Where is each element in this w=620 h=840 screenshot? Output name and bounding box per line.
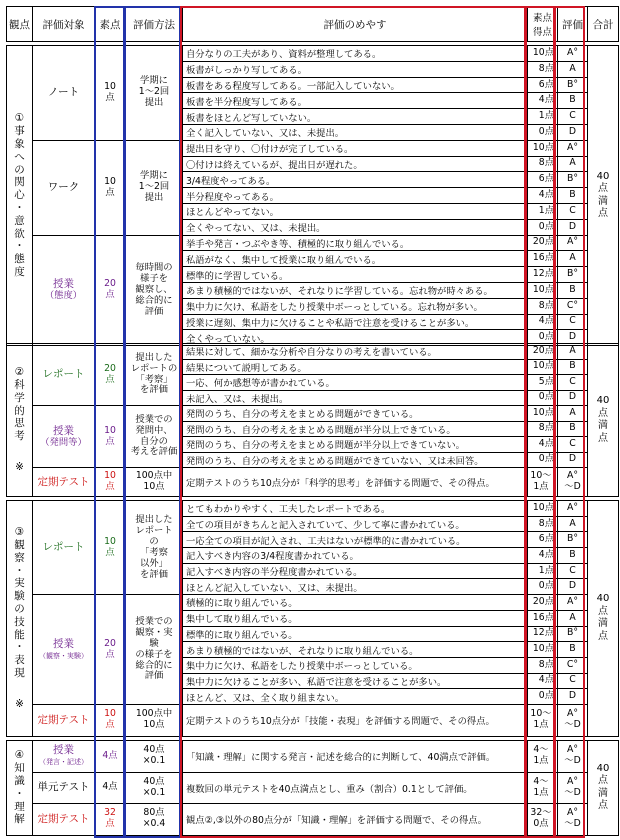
score-cell: 4点 (528, 548, 558, 564)
score-cell: 12点 (528, 626, 558, 642)
kanten-header: 観点 (7, 7, 33, 42)
criteria-cell: 集中力に欠け、私語をしたり授業中ボーっとしている。 (183, 657, 528, 673)
score-cell: 8点 (528, 156, 558, 172)
score-cell: 4点 (528, 437, 558, 453)
criteria-cell: 板書をある程度写してある。一部記入していない。 (183, 77, 528, 93)
score-cell: 4点 (528, 93, 558, 109)
criteria-cell: 授業に遅刻、集中力に欠けることや私語で注意を受けることが多い。 (183, 314, 528, 330)
grade-cell: A° ～D (558, 772, 588, 804)
table-row (7, 704, 619, 736)
houhou-cell: 授業での 発問中、 自分の 考えを評価 (126, 406, 183, 468)
s2-total-cell: 40 点 満 点 (588, 344, 619, 497)
criteria-cell: 集中力に欠けることが多い、私語で注意を受けることが多い。 (183, 673, 528, 689)
criteria-cell: 板書をほとんど写していない。 (183, 109, 528, 125)
score-cell: 32～ 0点 (528, 804, 558, 836)
kanten-char: 現 (14, 667, 25, 680)
s1-total-cell: 40 点 満 点 (588, 46, 619, 346)
score-cell: 4～ 1点 (528, 772, 558, 804)
s1-kanten-label (7, 46, 33, 346)
taisho-sub: （発言・記述） (39, 758, 88, 767)
grade-cell: A° ～D (558, 468, 588, 497)
table-row (7, 235, 619, 251)
criteria-cell: 発問のうち、自分の考えをまとめる問題が半分以上できている。 (183, 421, 528, 437)
grade-cell: D (558, 330, 588, 346)
criteria-cell: 発問のうち、自分の考えをまとめる問題ができていない、又は未回答。 (183, 452, 528, 468)
tensu-cell: 10 点 (95, 501, 126, 595)
score-cell: 1点 (528, 109, 558, 125)
tensu-cell: 20 点 (95, 595, 126, 705)
grade-cell: A (558, 406, 588, 422)
tensu-cell: 10 点 (95, 140, 126, 235)
criteria-cell: 積極的に取り組んでいる。 (183, 595, 528, 611)
kanten-char: 表 (14, 654, 25, 667)
grade-cell: C° (558, 298, 588, 314)
score-cell: 12点 (528, 267, 558, 283)
score-cell: 10点 (528, 282, 558, 298)
grade-cell: B (558, 548, 588, 564)
s4-marker: ④ (14, 749, 25, 762)
grade-cell: B (558, 421, 588, 437)
kanten-char: ・ (14, 787, 25, 800)
taisho-cell (33, 772, 95, 804)
criteria-cell: 記入すべき内容の3/4程度書かれている。 (183, 548, 528, 564)
gokei-header: 合計 (588, 7, 619, 42)
grade-cell: B° (558, 626, 588, 642)
table-row (7, 501, 619, 517)
score-cell: 16点 (528, 610, 558, 626)
taisho-cell (33, 704, 95, 736)
taisho-sub: （観察・実験） (39, 651, 88, 660)
score-cell: 0点 (528, 124, 558, 140)
grade-cell: C (558, 314, 588, 330)
criteria-cell: 板書がしっかり写してある。 (183, 61, 528, 77)
criteria-cell: 「知識・理解」に関する発言・記述を総合的に判断して、40満点で評価。 (183, 741, 528, 773)
criteria-cell: 全くやっていない。 (183, 330, 528, 346)
kanten-char: 識 (14, 774, 25, 787)
criteria-cell: 自分なりの工夫があり、資料が整理してある。 (183, 46, 528, 62)
houhou-cell: 学期に 1～2回 提出 (126, 140, 183, 235)
tensu-cell: 20 点 (95, 344, 126, 406)
score-cell: 10点 (528, 140, 558, 156)
score-cell: 4点 (528, 314, 558, 330)
grade-cell: A° (558, 140, 588, 156)
taisho-cell (33, 804, 95, 836)
criteria-cell: 複数回の単元テストを40点満点とし、重み（割合）0.1として評価。 (183, 772, 528, 804)
s3-kanten-label (7, 501, 33, 737)
tensu-cell: 20 点 (95, 235, 126, 346)
score-cell: 4点 (528, 673, 558, 689)
grade-cell: A° (558, 46, 588, 62)
grade-cell: B (558, 93, 588, 109)
score-cell: 1点 (528, 563, 558, 579)
score-cell: 20点 (528, 344, 558, 360)
kanten-char: ・ (14, 201, 25, 214)
grade-cell: A (558, 156, 588, 172)
taisho-name: ワーク (47, 181, 80, 194)
score-cell: 1点 (528, 203, 558, 219)
criteria-cell: 集中力に欠け、私語をしたり授業中ボーっとしている。忘れ物が多い。 (183, 298, 528, 314)
houhou-cell: 40点 ×0.1 (126, 772, 183, 804)
score-cell: 4～ 1点 (528, 741, 558, 773)
score-cell: 10点 (528, 642, 558, 658)
taisho-cell (33, 46, 95, 141)
score-cell: 0点 (528, 689, 558, 705)
score-cell: 0点 (528, 390, 558, 406)
taisho-name: 定期テスト (37, 812, 90, 825)
score-cell: 0点 (528, 579, 558, 595)
s2-section (6, 343, 619, 497)
grade-cell: D (558, 124, 588, 140)
grade-cell: B° (558, 267, 588, 283)
criteria-cell: 全くやってない、又は、未提出。 (183, 219, 528, 235)
criteria-cell: 提出日を守り、〇付けが完了している。 (183, 140, 528, 156)
s3-marker: ③ (14, 526, 25, 539)
kanten-char: 意 (14, 214, 25, 227)
s1-section (6, 45, 619, 346)
criteria-cell: 未記入、又は、未提出。 (183, 390, 528, 406)
criteria-cell: 標準的に取り組んでいる。 (183, 626, 528, 642)
criteria-cell: 発問のうち、自分の考えをまとめる問題が半分以上できていない。 (183, 437, 528, 453)
houhou-cell: 学期に 1～2回 提出 (126, 46, 183, 141)
score-cell: 8点 (528, 298, 558, 314)
score-cell: 0点 (528, 452, 558, 468)
grade-cell: B (558, 188, 588, 204)
criteria-cell: 集中して取り組んでいる。 (183, 610, 528, 626)
grade-cell: C (558, 563, 588, 579)
s4-section (6, 740, 619, 836)
criteria-cell: 挙手や発言・つぶやき等、積極的に取り組んでいる。 (183, 235, 528, 251)
taisho-header: 評価対象 (33, 7, 95, 42)
table-row (7, 595, 619, 611)
grade-cell: C (558, 375, 588, 391)
taisho-name: 定期テスト (37, 713, 90, 726)
houhou-cell: 提出した レポートの 「考察」 を評価 (126, 344, 183, 406)
kanten-char: 的 (14, 404, 25, 417)
grade-cell: A° ～D (558, 741, 588, 773)
kanten-char: 知 (14, 762, 25, 775)
grade-cell: B° (558, 172, 588, 188)
criteria-cell: あまり積極的ではないが、それなりに学習している。忘れ物が時々ある。 (183, 282, 528, 298)
grade-cell: C (558, 109, 588, 125)
houhou-cell: 授業での 観察・実 験 の様子を 総合的に 評価 (126, 595, 183, 705)
kanten-char: 能 (14, 628, 25, 641)
table-row (7, 772, 619, 804)
table-row (7, 406, 619, 422)
criteria-cell: 結果について説明してある。 (183, 359, 528, 375)
score-cell: 0点 (528, 330, 558, 346)
grade-cell: A° ～D (558, 804, 588, 836)
score-cell: 20点 (528, 595, 558, 611)
score-cell: 4点 (528, 188, 558, 204)
score-cell: 5点 (528, 375, 558, 391)
tensu-cell: 10 点 (95, 468, 126, 497)
grade-cell: A (558, 251, 588, 267)
kanten-char: 事 (14, 125, 25, 138)
taisho-name: レポート (42, 541, 85, 554)
kanten-char: 象 (14, 137, 25, 150)
s2-marker: ② (14, 366, 25, 379)
houhou-cell: 提出した レポート の 「考察 以外」 を評価 (126, 501, 183, 595)
kanten-char: 解 (14, 813, 25, 826)
kanten-char: 欲 (14, 227, 25, 240)
taisho-name: 定期テスト (37, 475, 90, 488)
grade-cell: D (558, 219, 588, 235)
grade-cell: A (558, 61, 588, 77)
grade-cell: A° ～D (558, 704, 588, 736)
criteria-cell: あまり積極的ではないが、それなりに取り組んでいる。 (183, 642, 528, 658)
kanten-char: ・ (14, 641, 25, 654)
grade-cell: A (558, 516, 588, 532)
kanten-char: 理 (14, 800, 25, 813)
houhou-cell: 80点 ×0.4 (126, 804, 183, 836)
hyoka-header: 評価 (558, 7, 588, 42)
score-cell: 20点 (528, 235, 558, 251)
grade-cell: D (558, 579, 588, 595)
criteria-cell: 結果に対して、細かな分析や自分なりの考えを書いている。 (183, 344, 528, 360)
criteria-cell: とてもわかりやすく、工夫したレポートである。 (183, 501, 528, 517)
score-cell: 10点 (528, 406, 558, 422)
criteria-cell: ほとんど記入していない、又は、未提出。 (183, 579, 528, 595)
kanten-char: 思 (14, 417, 25, 430)
tensu-cell: 4点 (95, 772, 126, 804)
s4-kanten-label (7, 741, 33, 836)
grade-cell: A (558, 344, 588, 360)
kanten-char: 科 (14, 379, 25, 391)
kanten-char: 察 (14, 551, 25, 564)
grade-cell: D (558, 452, 588, 468)
criteria-cell: 記入すべき内容の半分程度書かれている。 (183, 563, 528, 579)
taisho-cell (33, 468, 95, 497)
taisho-name: 授業 (53, 278, 74, 291)
score-cell: 16点 (528, 251, 558, 267)
criteria-cell: 全ての項目がきちんと記入されていて、少して寧に書かれている。 (183, 516, 528, 532)
criteria-cell: 私語がなく、集中して授業に取り組んでいる。 (183, 251, 528, 267)
tensu-cell: 10 点 (95, 46, 126, 141)
grade-cell: A° (558, 595, 588, 611)
table-row (7, 804, 619, 836)
grade-cell: B° (558, 532, 588, 548)
kanten-char: ・ (14, 564, 25, 577)
s1-marker: ① (14, 112, 25, 125)
table-row (7, 46, 619, 62)
s3-note-mark: ※ (15, 697, 24, 710)
s2-kanten-label (7, 344, 33, 497)
grade-cell: C (558, 437, 588, 453)
tensu-cell: 32 点 (95, 804, 126, 836)
criteria-cell: 〇付けは終えているが、提出日が遅れた。 (183, 156, 528, 172)
score-cell: 8点 (528, 421, 558, 437)
criteria-cell: 定期テストのうち10点分が「技能・表現」を評価する問題で、その得点。 (183, 704, 528, 736)
criteria-cell: 一応、何か感想等が書かれている。 (183, 375, 528, 391)
tensu-header: 素点 (95, 7, 126, 42)
kanten-char: 学 (14, 391, 25, 404)
kanten-char: 技 (14, 615, 25, 628)
grade-cell: B° (558, 77, 588, 93)
taisho-cell (33, 406, 95, 468)
houhou-cell: 毎時間の 様子を 観察し、 総合的に 評価 (126, 235, 183, 346)
criteria-cell: 定期テストのうち10点分が「科学的思考」を評価する問題で、その得点。 (183, 468, 528, 497)
criteria-cell: 一応全ての項目が記入され、工夫はないが標準的に書かれている。 (183, 532, 528, 548)
taisho-sub: （発問等） (40, 436, 87, 448)
kanten-char: 観 (14, 539, 25, 552)
criteria-cell: 観点②,③以外の80点分が「知識・理解」を評価する問題で、その得点。 (183, 804, 528, 836)
criteria-cell: 3/4程度やってある。 (183, 172, 528, 188)
grade-cell: A° (558, 235, 588, 251)
taisho-cell (33, 595, 95, 705)
taisho-cell (33, 344, 95, 406)
taisho-cell (33, 235, 95, 346)
meyasu-header: 評価のめやす (183, 7, 528, 42)
header-table (6, 6, 619, 42)
score-cell: 6点 (528, 172, 558, 188)
taisho-name: レポート (42, 368, 85, 381)
criteria-cell: ほとんどやってない。 (183, 203, 528, 219)
score-cell: 10～ 1点 (528, 704, 558, 736)
score-cell: 8点 (528, 61, 558, 77)
s4-total-cell: 40 点 満 点 (588, 741, 619, 836)
criteria-cell: 板書を半分程度写してある。 (183, 93, 528, 109)
taisho-name: 単元テスト (37, 781, 90, 794)
kanten-char: 考 (14, 430, 25, 443)
grade-cell: C (558, 673, 588, 689)
soten-header: 素点 得点 (528, 7, 558, 42)
score-cell: 10～ 1点 (528, 468, 558, 497)
s2-note-mark: ※ (15, 460, 24, 473)
score-cell: 8点 (528, 657, 558, 673)
kanten-char: の (14, 603, 25, 616)
kanten-char: 験 (14, 590, 25, 603)
criteria-cell: ほとんど、又は、全く取り組まない。 (183, 689, 528, 705)
table-row (7, 140, 619, 156)
kanten-char: の (14, 163, 25, 176)
tensu-cell: 10 点 (95, 704, 126, 736)
score-cell: 6点 (528, 77, 558, 93)
taisho-cell (33, 501, 95, 595)
score-cell: 6点 (528, 532, 558, 548)
grade-cell: B (558, 282, 588, 298)
kanten-char: ・ (14, 240, 25, 253)
table-row (7, 468, 619, 497)
table-row (7, 344, 619, 360)
grade-cell: D (558, 390, 588, 406)
score-cell: 10点 (528, 501, 558, 517)
grade-cell: A (558, 610, 588, 626)
houhou-cell: 40点 ×0.1 (126, 741, 183, 773)
kanten-char: 度 (14, 265, 25, 278)
grade-cell: B (558, 359, 588, 375)
kanten-char: 態 (14, 253, 25, 266)
score-cell: 0点 (528, 219, 558, 235)
taisho-sub: （態度） (44, 290, 83, 302)
houhou-cell: 100点中 10点 (126, 468, 183, 497)
kanten-char: へ (14, 150, 25, 163)
taisho-cell (33, 741, 95, 773)
s3-section (6, 500, 619, 737)
criteria-cell: 標準的に学習している。 (183, 267, 528, 283)
grade-cell: B (558, 642, 588, 658)
taisho-name: 授業 (53, 637, 74, 650)
grade-cell: D (558, 689, 588, 705)
houhou-header: 評価方法 (126, 7, 183, 42)
tensu-cell: 4点 (95, 741, 126, 773)
taisho-name: 授業 (53, 424, 74, 437)
criteria-cell: 全く記入していない、又は、未提出。 (183, 124, 528, 140)
score-cell: 10点 (528, 359, 558, 375)
grade-cell: A° (558, 501, 588, 517)
kanten-char: 心 (14, 189, 25, 202)
s3-total-cell: 40 点 満 点 (588, 501, 619, 737)
taisho-name: 授業 (53, 744, 74, 757)
criteria-cell: 発問のうち、自分の考えをまとめる問題ができている。 (183, 406, 528, 422)
score-cell: 8点 (528, 516, 558, 532)
score-cell: 10点 (528, 46, 558, 62)
kanten-char: 関 (14, 176, 25, 189)
taisho-name: ノート (47, 86, 80, 99)
kanten-char: 実 (14, 577, 25, 590)
grade-cell: C (558, 203, 588, 219)
taisho-cell (33, 140, 95, 235)
grade-cell: C° (558, 657, 588, 673)
tensu-cell: 10 点 (95, 406, 126, 468)
criteria-cell: 半分程度やってある。 (183, 188, 528, 204)
houhou-cell: 100点中 10点 (126, 704, 183, 736)
table-row (7, 741, 619, 773)
